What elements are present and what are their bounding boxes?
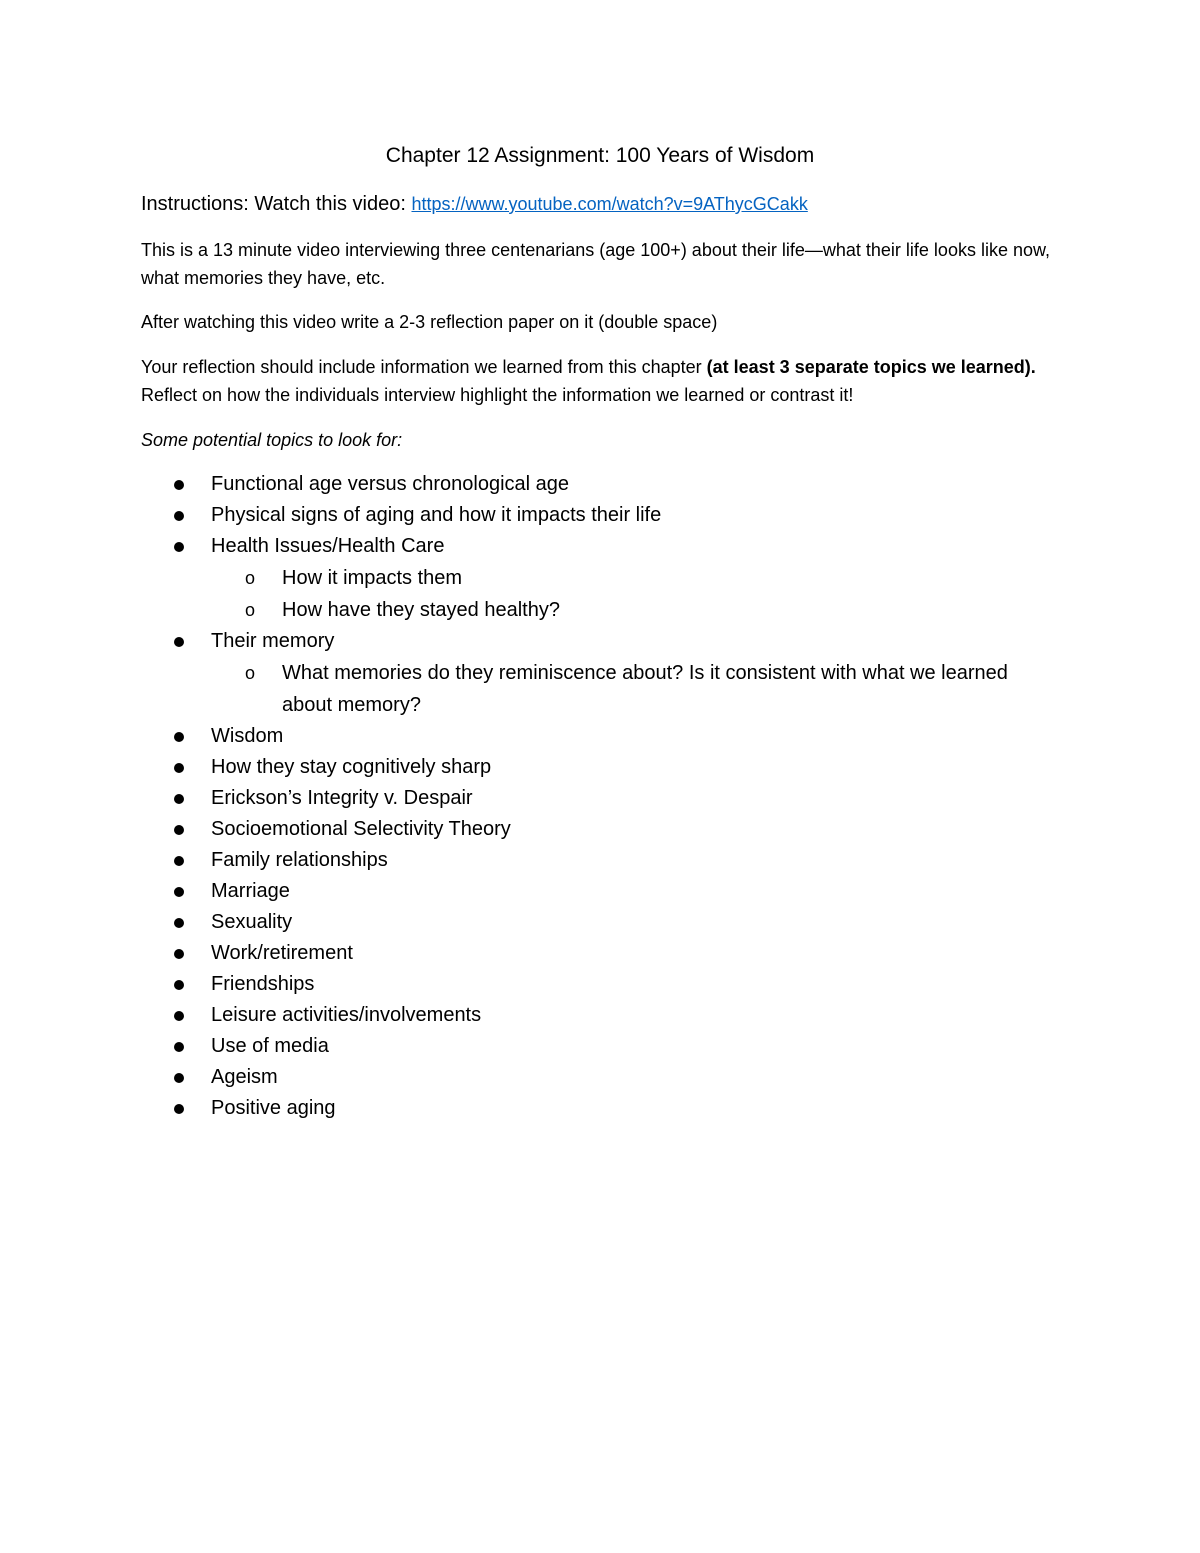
subtopic-label: How it impacts them (282, 567, 463, 589)
subtopic-list (211, 562, 1200, 626)
topic-item (0, 531, 1200, 626)
topic-item (0, 845, 1200, 876)
intro-paragraph: This is a 13 minute video interviewing three centenarians (age 100+) about their life—what their life looks like now, what memories they have, etc. (141, 240, 1050, 288)
reflection-bold-text: (at least 3 separate topics we learned). (706, 357, 1036, 377)
topic-label: How they stay cognitively sharp (211, 756, 492, 778)
bullet-dot-icon (174, 732, 184, 742)
hollow-bullet-icon: o (245, 663, 256, 683)
topic-list (0, 469, 1200, 1124)
topics-label: Some potential topics to look for: (141, 430, 403, 450)
reflection-text-1: Your reflection should include information we learned from this chapter (141, 357, 707, 377)
bullet-dot-icon (174, 1011, 184, 1021)
topic-label: Use of media (211, 1035, 329, 1057)
instructions-line (141, 190, 1061, 218)
reflection-text-2: Reflect on how the individuals interview highlight the information we learned or contrast it! (141, 385, 854, 405)
video-link[interactable]: https://www.youtube.com/watch?v=9AThycGCakk (411, 194, 808, 214)
topic-label: Marriage (211, 880, 290, 902)
subtopic-label: What memories do they reminiscence about? Is it consistent with what we learned about memory? (282, 662, 1008, 716)
topic-item (0, 907, 1200, 938)
bullet-dot-icon (174, 763, 184, 773)
topic-label: Physical signs of aging and how it impacts their life (211, 504, 662, 526)
topic-item (0, 469, 1200, 500)
bullet-dot-icon (174, 637, 184, 647)
hollow-bullet-icon: o (245, 568, 256, 588)
topic-item (0, 626, 1200, 721)
subtopic-label: How have they stayed healthy? (282, 599, 560, 621)
topic-item (0, 876, 1200, 907)
topic-item (0, 1093, 1200, 1124)
bullet-dot-icon (174, 542, 184, 552)
subtopic-item (0, 657, 1200, 721)
bullet-dot-icon (174, 887, 184, 897)
topic-item (0, 783, 1200, 814)
topic-item (0, 500, 1200, 531)
topic-label: Positive aging (211, 1097, 336, 1119)
topic-label: Erickson’s Integrity v. Despair (211, 787, 473, 809)
page-title: Chapter 12 Assignment: 100 Years of Wisdom (385, 144, 815, 167)
topic-label: Family relationships (211, 849, 388, 871)
topic-label: Work/retirement (211, 942, 353, 964)
topic-label: Wisdom (211, 725, 284, 747)
topic-label: Friendships (211, 973, 315, 995)
topic-item (0, 1062, 1200, 1093)
bullet-dot-icon (174, 856, 184, 866)
topic-label: Socioemotional Selectivity Theory (211, 818, 511, 840)
instructions-label: Instructions: Watch this video: (141, 193, 412, 215)
bullet-dot-icon (174, 1042, 184, 1052)
bullet-dot-icon (174, 918, 184, 928)
bullet-dot-icon (174, 511, 184, 521)
bullet-dot-icon (174, 1104, 184, 1114)
subtopic-item (0, 594, 1200, 626)
subtopic-list (211, 657, 1200, 721)
topic-item (0, 969, 1200, 1000)
topic-item (0, 938, 1200, 969)
topic-item (0, 721, 1200, 752)
bullet-dot-icon (174, 825, 184, 835)
bullet-dot-icon (174, 949, 184, 959)
topic-item (0, 814, 1200, 845)
bullet-dot-icon (174, 794, 184, 804)
bullet-dot-icon (174, 980, 184, 990)
bullet-dot-icon (174, 480, 184, 490)
after-paragraph: After watching this video write a 2-3 reflection paper on it (double space) (141, 312, 718, 332)
topic-label: Functional age versus chronological age (211, 473, 569, 495)
topic-item (0, 1031, 1200, 1062)
reflection-paragraph (141, 353, 1061, 409)
topic-item (0, 1000, 1200, 1031)
bullet-dot-icon (174, 1073, 184, 1083)
subtopic-item (0, 562, 1200, 594)
topic-label: Their memory (211, 630, 335, 652)
hollow-bullet-icon: o (245, 600, 256, 620)
topic-label: Leisure activities/involvements (211, 1004, 482, 1026)
topic-label: Health Issues/Health Care (211, 535, 445, 557)
topic-item (0, 752, 1200, 783)
topic-label: Ageism (211, 1066, 278, 1088)
topic-label: Sexuality (211, 911, 293, 933)
